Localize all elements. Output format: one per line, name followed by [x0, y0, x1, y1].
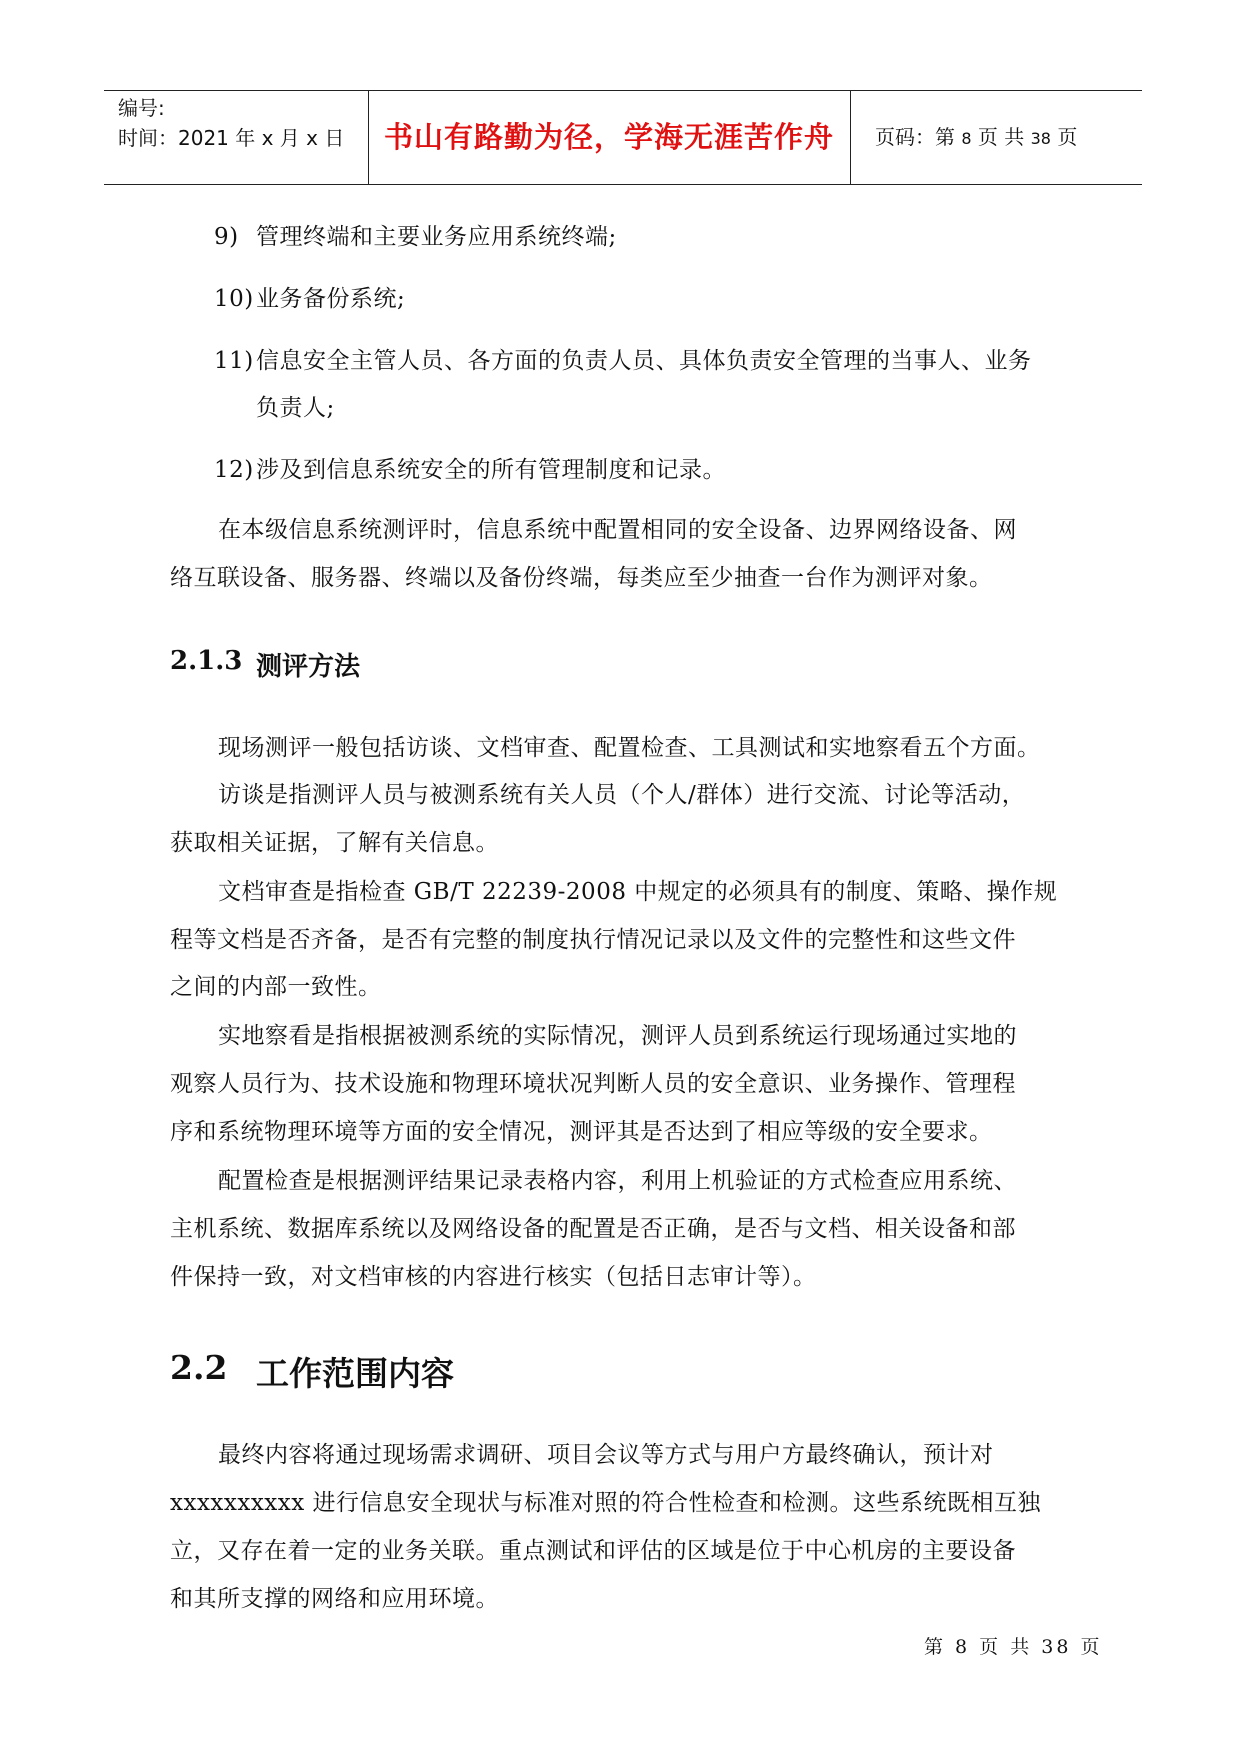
paragraph-line: 主机系统、数据库系统以及网络设备的配置是否正确，是否与文档、相关设备和部 [170, 1216, 1016, 1242]
list-item-text: 信息安全主管人员、各方面的负责人员、具体负责安全管理的当事人、业务 [256, 348, 1032, 374]
header-divider-right [850, 91, 851, 184]
section-heading-title: 测评方法 [256, 652, 361, 682]
section-heading-number: 2.1.3 [170, 646, 243, 676]
paragraph-line: 程等文档是否齐备，是否有完整的制度执行情况记录以及文件的完整性和这些文件 [170, 927, 1016, 953]
list-item-number: 11) [214, 348, 254, 374]
section-heading-title: 工作范围内容 [256, 1354, 454, 1393]
paragraph-line: 和其所支撑的网络和应用环境。 [170, 1586, 499, 1612]
paragraph-line: 在本级信息系统测评时，信息系统中配置相同的安全设备、边界网络设备、网 [218, 517, 1017, 543]
page-footer: 第 8 页 共 38 页 [924, 1636, 1103, 1658]
list-item-text: 涉及到信息系统安全的所有管理制度和记录。 [256, 457, 726, 483]
paragraph-line: 访谈是指测评人员与被测系统有关人员（个人/群体）进行交流、讨论等活动， [218, 782, 1026, 808]
paragraph-line: 件保持一致，对文档审核的内容进行核实（包括日志审计等）。 [170, 1264, 817, 1290]
paragraph-line: 序和系统物理环境等方面的安全情况，测评其是否达到了相应等级的安全要求。 [170, 1119, 993, 1145]
header-motto: 书山有路勤为径，学海无涯苦作舟 [383, 120, 834, 154]
paragraph-line: 之间的内部一致性。 [170, 974, 382, 1000]
list-item-text: 管理终端和主要业务应用系统终端; [256, 224, 617, 250]
list-item-number: 9) [214, 224, 239, 250]
list-item-text-continued: 负责人; [256, 395, 335, 421]
header-page-total: 38 [1030, 129, 1051, 148]
paragraph-line: 最终内容将通过现场需求调研、项目会议等方式与用户方最终确认，预计对 [218, 1442, 994, 1468]
document-number-label: 编号: [118, 96, 165, 120]
paragraph-line: 文档审查是指检查 GB/T 22239-2008 中规定的必须具有的制度、策略、操作规 [218, 879, 1058, 905]
list-item-text: 业务备份系统; [256, 286, 406, 312]
section-heading-number: 2.2 [170, 1348, 228, 1387]
paragraph-line: 观察人员行为、技术设施和物理环境状况判断人员的安全意识、业务操作、管理程 [170, 1071, 1016, 1097]
header-page-info [875, 91, 1077, 184]
paragraph-line: 现场测评一般包括访谈、文档审查、配置检查、工具测试和实地察看五个方面。 [218, 735, 1041, 761]
header-page-mid: 页 共 [977, 125, 1025, 149]
paragraph-line: 获取相关证据，了解有关信息。 [170, 830, 499, 856]
paragraph-line: xxxxxxxxxx 进行信息安全现状与标准对照的符合性检查和检测。这些系统既相互独 [170, 1490, 1042, 1516]
paragraph-line: 络互联设备、服务器、终端以及备份终端，每类应至少抽查一台作为测评对象。 [170, 565, 993, 591]
header-page-number: 8 [961, 129, 972, 148]
paragraph-line: 实地察看是指根据被测系统的实际情况，测评人员到系统运行现场通过实地的 [218, 1023, 1017, 1049]
header-page-suffix: 页 [1057, 125, 1078, 149]
paragraph-line: 配置检查是根据测评结果记录表格内容，利用上机验证的方式检查应用系统、 [218, 1168, 1017, 1194]
list-item-number: 10) [214, 286, 254, 312]
header-page-prefix: 页码：第 [875, 125, 955, 149]
paragraph-line: 立，又存在着一定的业务关联。重点测试和评估的区域是位于中心机房的主要设备 [170, 1538, 1016, 1564]
page-header [104, 90, 1142, 185]
list-item-number: 12) [214, 457, 254, 483]
document-time-label: 时间：2021 年 x 月 x 日 [118, 126, 345, 150]
